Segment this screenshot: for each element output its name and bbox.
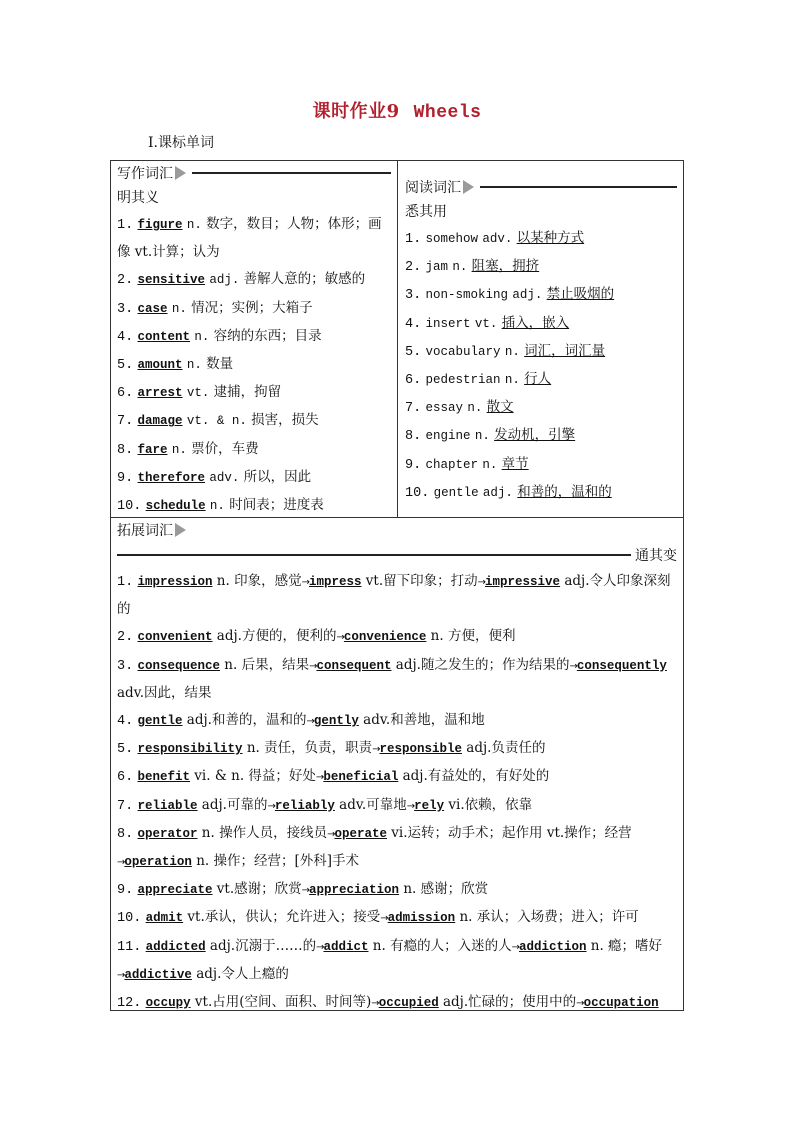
definition: vi.依赖，依靠	[444, 796, 533, 813]
definition: n. 感谢；欣赏	[399, 881, 489, 898]
vocab-word: damage	[137, 414, 183, 429]
vocab-word: responsibility	[137, 742, 243, 757]
header-rule	[480, 186, 677, 188]
arrow-icon: →	[306, 716, 314, 728]
definition: n. 后果，结果	[220, 656, 310, 673]
part-of-speech: adj.	[209, 273, 240, 288]
part-of-speech: n.	[482, 457, 498, 472]
reading-item	[405, 422, 677, 450]
expand-item	[117, 623, 677, 651]
item-number: 9.	[117, 470, 134, 486]
definition: n. 瘾；嗜好	[586, 937, 663, 954]
expand-subheader: 通其变	[635, 548, 677, 564]
definition: vi. & n. 得益；好处	[190, 768, 316, 785]
item-number: 5.	[117, 358, 134, 374]
expand-item	[117, 568, 677, 623]
arrow-icon	[175, 523, 186, 537]
vocab-word: case	[137, 301, 168, 316]
item-number: 2.	[117, 273, 134, 289]
reading-subheader: 悉其用	[405, 204, 447, 220]
vocab-word: content	[137, 329, 191, 344]
vocab-word: occupied	[378, 996, 439, 1011]
vocab-word: gentle	[137, 714, 183, 729]
definition: n. 责任，负责，职责	[242, 740, 373, 757]
arrow-icon: →	[511, 941, 519, 953]
writing-item	[117, 492, 391, 520]
item-number: 7.	[117, 798, 134, 814]
writing-subheader: 明其义	[117, 190, 159, 206]
vocab-word: gently	[313, 714, 359, 729]
writing-item	[117, 407, 391, 435]
definition: adj.有益处的，有好处的	[398, 768, 550, 785]
vocab-word: operation	[124, 855, 192, 870]
vocab-word: engine	[425, 429, 471, 444]
definition: 情况；实例；大箱子	[191, 299, 313, 316]
item-number: 1.	[117, 575, 134, 590]
part-of-speech: n.	[209, 499, 225, 514]
vocab-word: arrest	[137, 386, 183, 401]
vocab-word: admit	[145, 911, 184, 926]
item-number: 6.	[405, 373, 422, 389]
answer: 词汇，词汇量	[524, 342, 606, 359]
vocab-word: reliably	[274, 798, 335, 813]
item-number: 4.	[405, 316, 422, 332]
arrow-icon: →	[372, 744, 380, 756]
reading-list	[405, 225, 677, 507]
item-number: 2.	[117, 630, 134, 646]
arrow-icon: →	[309, 660, 317, 672]
item-number: 3.	[117, 658, 134, 674]
writing-item	[117, 436, 391, 464]
expand-item	[117, 933, 677, 989]
reading-item	[405, 225, 677, 253]
arrow-icon: →	[301, 577, 309, 588]
reading-item	[405, 394, 677, 422]
vocab-word: figure	[137, 218, 183, 232]
definition: adj.忙碌的；使用中的	[438, 994, 577, 1011]
part-of-speech: adv.	[482, 232, 513, 246]
answer: 和善的，温和的	[517, 483, 612, 500]
definition: vt.承认，供认；允许进入；接受	[183, 909, 381, 926]
item-number: 10.	[117, 499, 142, 515]
vocab-word: chapter	[425, 457, 479, 472]
item-number: 3.	[405, 288, 422, 304]
vocab-word: occupy	[145, 996, 191, 1011]
vocab-table-bottom	[110, 517, 684, 1011]
arrow-icon: →	[117, 969, 125, 981]
definition: adj.方便的，便利的	[212, 628, 337, 645]
expand-header-block	[111, 518, 683, 568]
arrow-icon: →	[371, 998, 379, 1010]
writing-list	[117, 211, 391, 520]
part-of-speech: n.	[171, 301, 187, 316]
expand-item	[117, 735, 677, 763]
definition: 善解人意的；敏感的	[243, 271, 366, 288]
definition: vt.占用(空间、面积、时间等)	[190, 994, 372, 1011]
item-number: 1.	[117, 218, 134, 233]
definition: adj.令人上瘾的	[191, 965, 289, 982]
arrow-icon	[463, 180, 474, 194]
part-of-speech: vt.	[474, 316, 498, 331]
answer: 行人	[524, 371, 552, 388]
item-number: 1.	[405, 232, 422, 247]
definition: n. 有瘾的人；入迷的人	[368, 937, 512, 954]
answer: 发动机，引擎	[494, 427, 576, 444]
reading-item	[405, 338, 677, 366]
expand-subheader-line	[117, 542, 677, 568]
part-of-speech: n.	[467, 401, 483, 416]
item-number: 10.	[405, 485, 430, 501]
arrow-icon: →	[576, 998, 584, 1010]
definition: vi.运转；动手术；起作用 vt.操作；经营	[387, 824, 632, 841]
expand-list	[111, 568, 683, 1017]
vocab-word: addiction	[518, 939, 587, 954]
reading-item	[405, 310, 677, 338]
item-number: 3.	[117, 301, 134, 317]
writing-item	[117, 379, 391, 407]
definition: 数字，数目；人物；体形；画像 vt.计算；认为	[117, 216, 382, 261]
definition: adj.和善的，温和的	[182, 712, 307, 729]
definition: 损害，损失	[251, 412, 319, 429]
part-of-speech: n.	[186, 218, 202, 232]
reading-header-label: 阅读词汇	[405, 180, 461, 196]
part-of-speech: n.	[186, 358, 202, 373]
vocab-word: addictive	[124, 967, 192, 982]
vocab-word: reliable	[137, 798, 198, 813]
vocab-word: admission	[387, 911, 456, 926]
item-number: 4.	[117, 714, 134, 730]
reading-item	[405, 451, 677, 479]
vocab-word: insert	[425, 316, 471, 331]
part-of-speech: n.	[194, 329, 210, 344]
item-number: 2.	[405, 260, 422, 276]
arrow-icon: →	[380, 913, 388, 925]
item-number: 5.	[117, 742, 134, 758]
vocab-word: convenient	[137, 630, 213, 645]
vocab-word: non-smoking	[425, 288, 509, 303]
definition: adj.令人印象深刻的	[117, 573, 671, 618]
expand-item	[117, 989, 677, 1017]
vocab-word: operate	[334, 826, 387, 841]
definition: 票价，车费	[191, 440, 259, 457]
vocab-word: appreciate	[137, 883, 213, 898]
vocab-word: amount	[137, 358, 183, 373]
writing-header	[117, 161, 391, 185]
vocab-word: responsible	[379, 742, 463, 757]
writing-item	[117, 323, 391, 351]
arrow-icon: →	[406, 800, 415, 812]
definition: n. 印象，感觉	[212, 573, 302, 589]
item-number: 4.	[117, 329, 134, 345]
definition: 所以，因此	[243, 468, 312, 485]
part-of-speech: vt.	[186, 386, 210, 401]
page-title	[0, 97, 794, 123]
answer: 阻塞，拥挤	[471, 258, 540, 275]
definition: adj.可靠的	[197, 796, 268, 813]
item-number: 7.	[117, 414, 134, 430]
item-number: 8.	[117, 826, 134, 842]
vocab-word: jam	[425, 260, 449, 275]
vocab-word: therefore	[137, 470, 206, 485]
reading-item	[405, 479, 677, 507]
arrow-icon: →	[327, 828, 335, 840]
reading-item	[405, 281, 677, 309]
vocab-word: gentle	[433, 485, 479, 500]
part-of-speech: n.	[171, 442, 187, 457]
answer: 禁止吸烟的	[546, 286, 615, 303]
definition: n. 操作人员，接线员	[197, 824, 328, 841]
item-number: 5.	[405, 344, 422, 360]
part-of-speech: n.	[504, 344, 520, 359]
answer: 以某种方式	[516, 230, 585, 246]
definition: adv.可靠地	[334, 796, 407, 813]
part-of-speech: n.	[452, 260, 468, 275]
answer: 散文	[486, 399, 514, 416]
writing-item	[117, 295, 391, 323]
vocab-word: beneficial	[323, 770, 399, 785]
vocab-word: addicted	[145, 939, 206, 954]
item-number: 12.	[117, 996, 142, 1012]
definition: 时间表；进度表	[229, 497, 324, 514]
writing-item	[117, 266, 391, 294]
arrow-icon: →	[301, 885, 310, 897]
definition: n. 操作；经营；[外科]手术	[191, 853, 360, 870]
item-number: 8.	[117, 442, 134, 458]
definition: n. 承认；入场费；进入；许可	[455, 909, 639, 926]
writing-vocab-column	[111, 161, 398, 517]
definition: adv.和善地，温和地	[358, 712, 485, 729]
expand-header-label: 拓展词汇	[117, 523, 173, 539]
answer: 章节	[501, 455, 529, 472]
reading-header	[405, 175, 677, 199]
part-of-speech: n.	[474, 429, 490, 444]
expand-item	[117, 876, 677, 904]
vocab-word: impress	[308, 575, 362, 589]
arrow-icon: →	[316, 941, 324, 953]
vocab-word: sensitive	[137, 273, 206, 288]
definition: n. 方便，便利	[426, 628, 516, 645]
vocab-word: fare	[137, 442, 168, 457]
vocab-table-top	[110, 160, 684, 518]
part-of-speech: vt. & n.	[186, 414, 247, 429]
definition: adj.沉溺于……的	[205, 937, 317, 954]
definition: vt.留下印象；打动	[361, 573, 478, 589]
item-number: 11.	[117, 939, 142, 955]
definition: vt.感谢；欣赏	[212, 881, 302, 898]
arrow-icon: →	[477, 577, 486, 588]
arrow-icon: →	[336, 632, 344, 644]
header-rule	[192, 172, 391, 174]
vocab-word: appreciation	[309, 883, 400, 898]
vocab-word: operator	[137, 826, 198, 841]
item-number: 7.	[405, 401, 422, 417]
arrow-icon: →	[117, 857, 125, 869]
answer: 插入，嵌入	[501, 314, 570, 331]
item-number: 6.	[117, 770, 134, 786]
header-rule	[117, 554, 631, 556]
vocab-word: consequent	[316, 658, 392, 673]
vocab-word: consequence	[137, 658, 221, 673]
writing-item	[117, 211, 391, 266]
expand-item	[117, 820, 677, 876]
vocab-word: impressive	[485, 575, 561, 589]
vocab-word: vocabulary	[425, 344, 501, 359]
arrow-icon: →	[267, 800, 275, 812]
item-number: 8.	[405, 429, 422, 445]
vocab-word: somehow	[425, 232, 479, 246]
reading-item	[405, 366, 677, 394]
writing-item	[117, 464, 391, 492]
definition: adj.随之发生的；作为结果的	[391, 656, 570, 673]
writing-item	[117, 351, 391, 379]
part-of-speech: adj.	[482, 485, 513, 500]
vocab-word: rely	[414, 798, 445, 813]
part-of-speech: adv.	[209, 470, 240, 485]
expand-item	[117, 707, 677, 735]
arrow-icon: →	[315, 772, 324, 784]
item-number: 6.	[117, 386, 134, 402]
arrow-icon: →	[569, 660, 577, 672]
vocab-word: schedule	[145, 499, 206, 514]
vocab-word: benefit	[137, 770, 191, 785]
reading-item	[405, 253, 677, 281]
section-heading: Ⅰ.课标单词	[148, 135, 214, 151]
item-number: 9.	[117, 883, 134, 899]
expand-header	[117, 518, 677, 542]
expand-item	[117, 792, 677, 820]
definition: 逮捕，拘留	[213, 384, 282, 401]
vocab-word: consequently	[576, 658, 667, 673]
item-number: 9.	[405, 457, 422, 473]
title-cn: 课时作业9	[312, 101, 400, 122]
writing-header-label: 写作词汇	[117, 166, 173, 182]
vocab-word: essay	[425, 401, 464, 416]
arrow-icon	[175, 166, 186, 180]
expand-item	[117, 763, 677, 791]
definition: adj.负责任的	[462, 740, 546, 757]
vocab-word: pedestrian	[425, 373, 501, 388]
part-of-speech: adj.	[512, 288, 543, 303]
vocab-word: addict	[323, 939, 369, 954]
vocab-word: occupation	[583, 996, 659, 1011]
definition: 数量	[206, 356, 234, 373]
expand-item	[117, 904, 677, 932]
vocab-word: impression	[137, 575, 213, 589]
expand-item	[117, 652, 677, 707]
vocab-word: convenience	[343, 630, 427, 645]
title-en: Wheels	[413, 103, 482, 123]
part-of-speech: n.	[504, 373, 520, 388]
definition: adv.因此，结果	[117, 684, 212, 701]
reading-vocab-column	[398, 161, 683, 517]
item-number: 10.	[117, 911, 142, 927]
definition: 容纳的东西；目录	[213, 327, 322, 344]
